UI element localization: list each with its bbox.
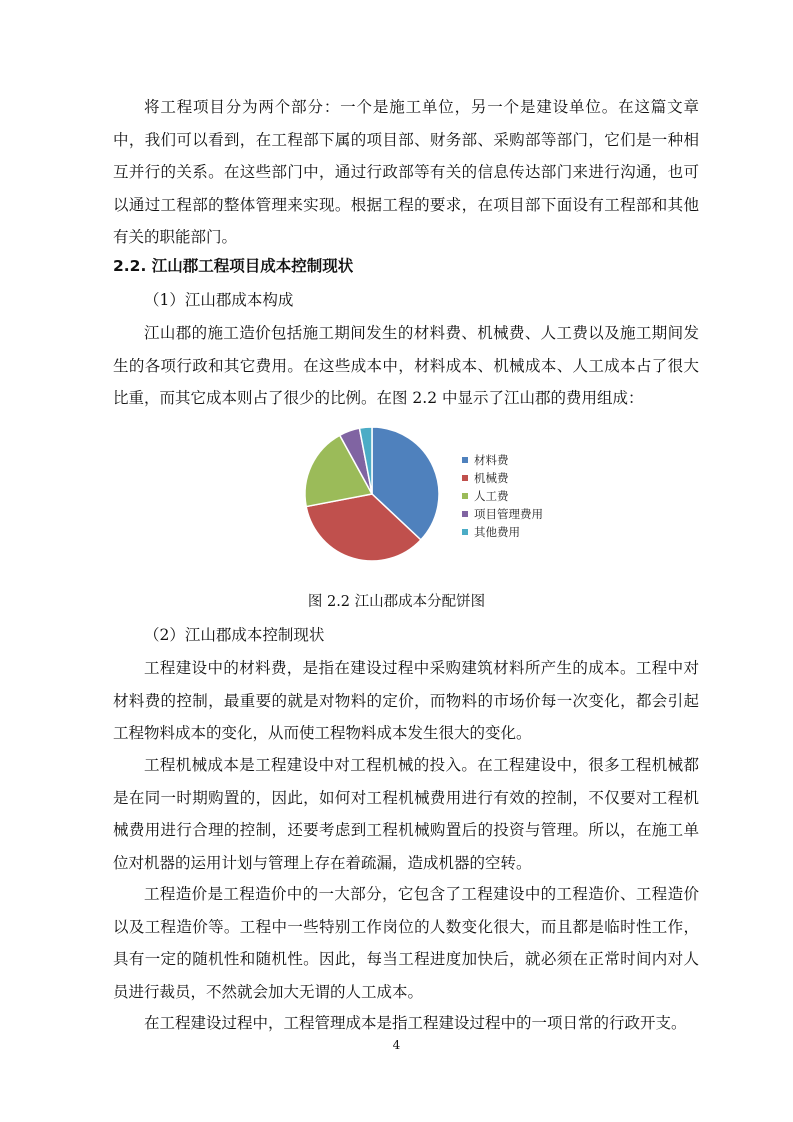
subheading-cost-control: （2）江山郡成本控制现状 bbox=[144, 626, 325, 644]
paragraph-management: 在工程建设过程中，工程管理成本是指工程建设过程中的一项日常的行政开支。 bbox=[144, 1014, 687, 1032]
paragraph-cost-composition: 江山郡的施工造价包括施工期间发生的材料费、机械费、人工费以及施工期间发生的各项行政和其它费用。在这些成本中，材料成本、机械成本、人工成本占了很大比重，而其它成本则占了很少的比例。在图 2.2 中显示了江山郡的费用组成： bbox=[113, 324, 699, 407]
legend-item bbox=[462, 469, 543, 487]
chart-legend bbox=[462, 451, 543, 541]
section-heading: 2.2. 江山郡工程项目成本控制现状 bbox=[113, 257, 354, 275]
legend-swatch bbox=[462, 457, 468, 463]
subheading-cost-composition: （1）江山郡成本构成 bbox=[144, 291, 294, 309]
legend-item bbox=[462, 523, 543, 541]
paragraph-machinery: 工程机械成本是工程建设中对工程机械的投入。在工程建设中，很多工程机械都是在同一时期购置的，因此，如何对工程机械费用进行有效的控制，不仅要对工程机械费用进行合理的控制，还要考虑到工程机械购置后的投资与管理。所以，在施工单位对机器的运用计划与管理上存在着疏漏，造成机器的空转。 bbox=[113, 756, 699, 872]
legend-label: 材料费 bbox=[474, 453, 509, 467]
legend-item bbox=[462, 505, 543, 523]
pie-chart-svg bbox=[300, 425, 450, 565]
legend-swatch bbox=[462, 493, 468, 499]
legend-label: 机械费 bbox=[474, 471, 509, 485]
legend-swatch bbox=[462, 475, 468, 481]
legend-item bbox=[462, 451, 543, 469]
page-number: 4 bbox=[392, 1038, 401, 1052]
legend-swatch bbox=[462, 529, 468, 535]
legend-swatch bbox=[462, 511, 468, 517]
legend-label: 项目管理费用 bbox=[474, 507, 543, 521]
paragraph-material: 工程建设中的材料费，是指在建设过程中采购建筑材料所产生的成本。工程中对材料费的控制，最重要的就是对物料的定价，而物料的市场价每一次变化，都会引起工程物料成本的变化，从而使工程物料成本发生很大的变化。 bbox=[113, 659, 699, 742]
paragraph-labor: 工程造价是工程造价中的一大部分，它包含了工程建设中的工程造价、工程造价以及工程造价等。工程中一些特别工作岗位的人数变化很大，而且都是临时性工作，具有一定的随机性和随机性。因此，每当工程进度加快后，就必须在正常时间内对人员进行裁员，不然就会加大无谓的人工成本。 bbox=[113, 885, 699, 1001]
figure-caption: 图 2.2 江山郡成本分配饼图 bbox=[307, 594, 486, 610]
legend-item bbox=[462, 487, 543, 505]
legend-label: 人工费 bbox=[474, 489, 509, 503]
paragraph-intro: 将工程项目分为两个部分：一个是施工单位，另一个是建设单位。在这篇文章中，我们可以看到，在工程部下属的项目部、财务部、采购部等部门，它们是一种相互并行的关系。在这些部门中，通过行政部等有关的信息传达部门来进行沟通，也可以通过工程部的整体管理来实现。根据工程的要求，在项目部下面设有工程部和其他有关的职能部门。 bbox=[113, 98, 699, 246]
legend-label: 其他费用 bbox=[474, 525, 520, 539]
